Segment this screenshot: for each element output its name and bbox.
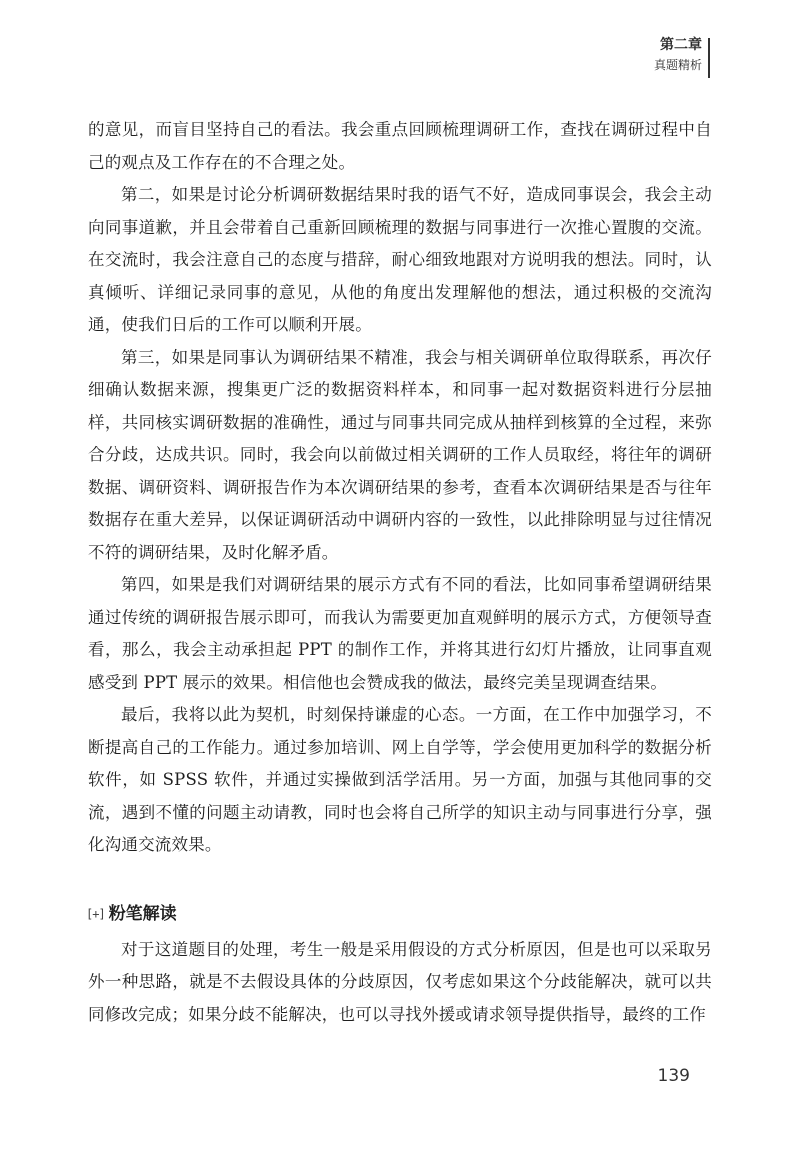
paragraph-third: 第三，如果是同事认为调研结果不精准，我会与相关调研单位取得联系，再次仔细确认数据来源，搜集更广泛的数据资料样本，和同事一起对数据资料进行分层抽样，共同核实调研数据的准确性，通过与同事共同完成从抽样到核算的全过程，来弥合分歧，达成共识。同时，我会向以前做过相关调研的工作人员取经，将往年的调研数据、调研资料、调研报告作为本次调研结果的参考，查看本次调研结果是否与往年数据存在重大差异，以保证调研活动中调研内容的一致性，以此排除明显与过往情况不符的调研结果，及时化解矛盾。 <box>88 347 712 562</box>
running-header <box>654 36 702 74</box>
bracket-icon: [+] <box>86 906 105 921</box>
section-body-paragraph: 对于这道题目的处理，考生一般是采用假设的方式分析原因，但是也可以采取另外一种思路，就是不去假设具体的分歧原因，仅考虑如果这个分歧能解决，就可以共同修改完成；如果分歧不能解决，也可以寻找外援或请求领导提供指导，最终的工作 <box>88 939 712 1024</box>
section-heading-text: 粉笔解读 <box>108 903 177 924</box>
paragraph-continued: 的意见，而盲目坚持自己的看法。我会重点回顾梳理调研工作，查找在调研过程中自己的观点及工作存在的不合理之处。 <box>88 120 712 172</box>
paragraph-finally: 最后，我将以此为契机，时刻保持谦虚的心态。一方面，在工作中加强学习，不断提高自己的工作能力。通过参加培训、网上自学等，学会使用更加科学的数据分析软件，如 SPSS 软件，并通过实操做到活学活用。另一方面，加强与其他同事的交流，遇到不懂的问题主动请教，同时也会将自己所学的知识主动与同事进行分享，强化沟通交流效果。 <box>88 705 712 854</box>
header-divider <box>708 38 710 78</box>
page-number: 139 <box>657 1066 690 1086</box>
paragraph-second: 第二，如果是讨论分析调研数据结果时我的语气不好，造成同事误会，我会主动向同事道歉，并且会带着自己重新回顾梳理的数据与同事进行一次推心置腹的交流。在交流时，我会注意自己的态度与措辞，耐心细致地跟对方说明我的想法。同时，认真倾听、详细记录同事的意见，从他的角度出发理解他的想法，通过积极的交流沟通，使我们日后的工作可以顺利开展。 <box>88 185 712 334</box>
section-heading <box>86 898 712 930</box>
section-label: 真题精析 <box>653 58 702 72</box>
page-body <box>88 114 712 1031</box>
chapter-label: 第二章 <box>660 37 702 53</box>
paragraph-fourth: 第四，如果是我们对调研结果的展示方式有不同的看法，比如同事希望调研结果通过传统的调研报告展示即可，而我认为需要更加直观鲜明的展示方式，方便领导查看，那么，我会主动承担起 PPT 的制作工作，并将其进行幻灯片播放，让同事直观感受到 PPT 展示的效果。相信他也会赞成我的做法，最终完美呈现调查结果。 <box>88 575 712 692</box>
